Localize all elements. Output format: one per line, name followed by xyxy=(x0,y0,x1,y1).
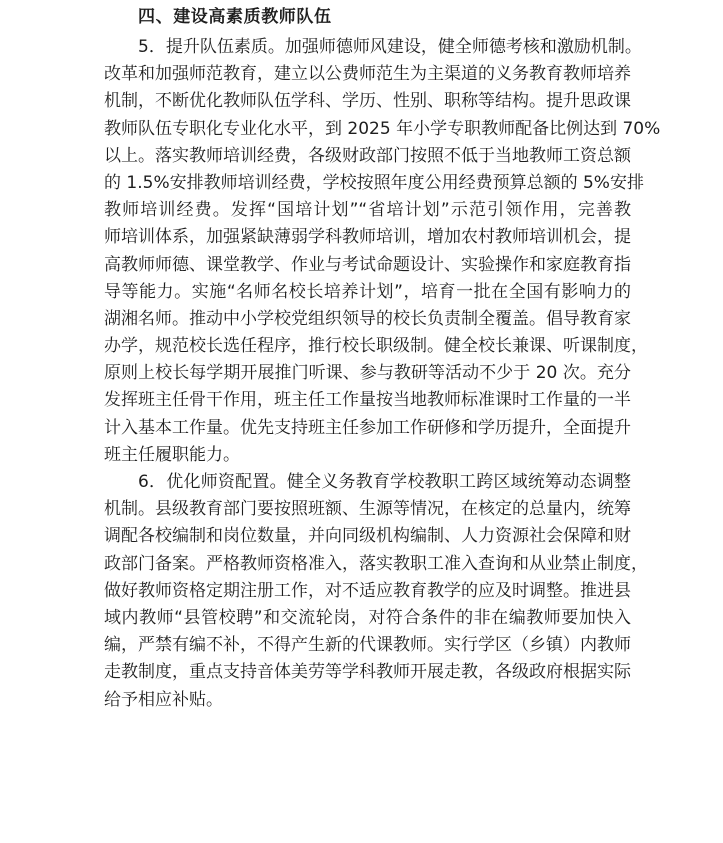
text-line: 改革和加强师范教育，建立以公费师范生为主渠道的义务教育教师培养 xyxy=(104,64,631,85)
text-line: 机制，不断优化教师队伍学科、学历、性别、职称等结构。提升思政课 xyxy=(104,91,631,112)
text-line: 导等能力。实施“名师名校长培养计划”，培育一批在全国有影响力的 xyxy=(104,281,631,302)
text-line: 发挥班主任骨干作用，班主任工作量按当地教师标准课时工作量的一半 xyxy=(104,390,631,411)
text-line: 计入基本工作量。优先支持班主任参加工作研修和学历提升，全面提升 xyxy=(104,417,631,438)
text-line: 高教师师德、课堂教学、作业与考试命题设计、实验操作和家庭教育指 xyxy=(104,254,631,275)
text-line: 师培训体系，加强紧缺薄弱学科教师培训，增加农村教师培训机会，提 xyxy=(104,227,631,248)
text-line: 教师队伍专职化专业化水平，到 2025 年小学专职教师配备比例达到 70% xyxy=(104,118,661,139)
text-line: 走教制度，重点支持音体美劳等学科教师开展走教，各级政府根据实际 xyxy=(104,662,631,683)
text-line: 的 1.5%安排教师培训经费，学校按照年度公用经费预算总额的 5%安排 xyxy=(104,172,644,193)
text-line: 5．提升队伍素质。加强师德师风建设，健全师德考核和激励机制。 xyxy=(138,37,642,57)
text-line: 给予相应补贴。 xyxy=(104,689,223,710)
paragraph-teacher-quality xyxy=(104,34,661,469)
section-heading: 四、建设高素质教师队伍 xyxy=(138,7,332,27)
text-line: 原则上校长每学期开展推门听课、参与教研等活动不少于 20 次。充分 xyxy=(104,363,631,384)
text-line: 教师培训经费。发挥“国培计划”“省培计划”示范引领作用，完善教 xyxy=(104,200,631,221)
text-line: 6．优化师资配置。健全义务教育学校教职工跨区域统筹动态调整 xyxy=(138,472,631,492)
text-line: 班主任履职能力。 xyxy=(104,444,240,465)
document-page xyxy=(104,0,661,714)
text-line: 以上。落实教师培训经费，各级财政部门按照不低于当地教师工资总额 xyxy=(104,145,631,166)
text-line: 机制。县级教育部门要按照班额、生源等情况，在核定的总量内，统筹 xyxy=(104,499,631,520)
text-line: 调配各校编制和岗位数量，并向同级机构编制、人力资源社会保障和财 xyxy=(104,526,631,547)
text-line: 域内教师“县管校聘”和交流轮岗，对符合条件的非在编教师要加快入 xyxy=(104,607,631,628)
text-line: 编，严禁有编不补，不得产生新的代课教师。实行学区（乡镇）内教师 xyxy=(104,635,631,656)
text-line: 办学，规范校长选任程序，推行校长职级制。健全校长兼课、听课制度， xyxy=(104,336,648,357)
text-line: 湖湘名师。推动中小学校党组织领导的校长负责制全覆盖。倡导教育家 xyxy=(104,308,631,329)
text-line: 政部门备案。严格教师资格准入，落实教职工准入查询和从业禁止制度， xyxy=(104,553,648,574)
paragraph-staff-allocation xyxy=(104,469,648,714)
text-line: 做好教师资格定期注册工作，对不适应教育教学的应及时调整。推进县 xyxy=(104,580,631,601)
